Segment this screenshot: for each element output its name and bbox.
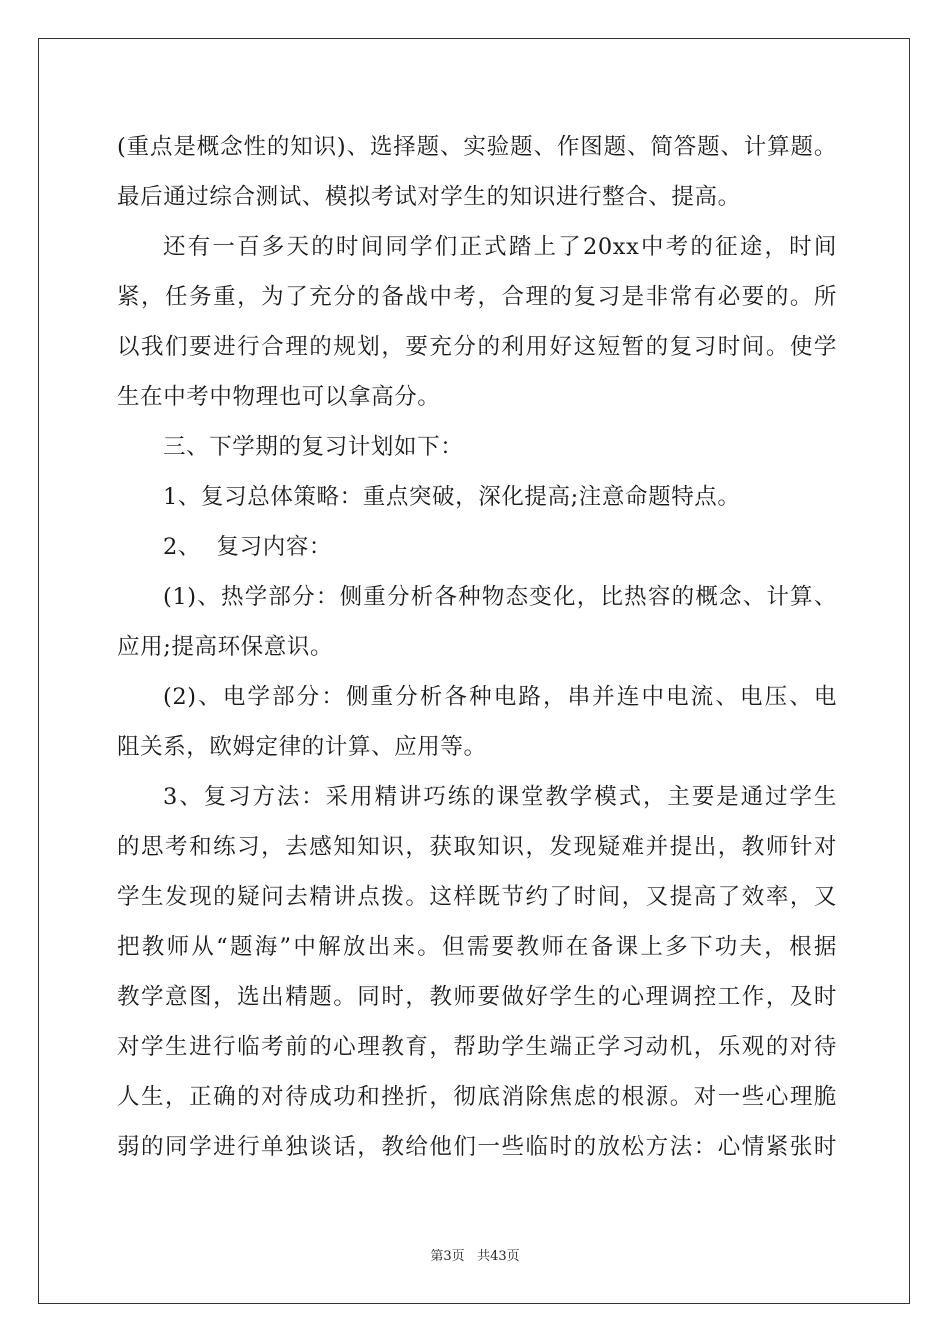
text-line: (重点是概念性的知识)、选择题、实验题、作图题、简答题、计算题。 <box>117 134 837 160</box>
text-line: 把教师从“题海”中解放出来。但需要教师在备课上多下功夫，根据 <box>117 934 837 960</box>
text-line: 阻关系，欧姆定律的计算、应用等。 <box>117 734 487 760</box>
text-line: 以我们要进行合理的规划，要充分的利用好这短暂的复习时间。使学 <box>117 334 837 360</box>
text-line: 人生，正确的对待成功和挫折，彻底消除焦虑的根源。对一些心理脆 <box>117 1084 837 1110</box>
text-line: 2、 复习内容： <box>163 534 333 560</box>
text-line: 学生发现的疑问去精讲点拨。这样既节约了时间，又提高了效率，又 <box>117 884 837 910</box>
text-line: 应用;提高环保意识。 <box>117 634 334 660</box>
text-line: (2)、电学部分：侧重分析各种电路，串并连中电流、电压、电 <box>163 684 837 710</box>
text-line: 生在中考中物理也可以拿高分。 <box>117 384 441 410</box>
text-line: 对学生进行临考前的心理教育，帮助学生端正学习动机，乐观的对待 <box>117 1034 837 1060</box>
text-line: (1)、热学部分：侧重分析各种物态变化，比热容的概念、计算、 <box>163 584 837 610</box>
text-line: 教学意图，选出精题。同时，教师要做好学生的心理调控工作，及时 <box>117 984 837 1010</box>
page-number: 第3页 <box>430 1249 465 1264</box>
section-heading: 三、下学期的复习计划如下： <box>163 434 464 460</box>
text-line: 紧，任务重，为了充分的备战中考，合理的复习是非常有必要的。所 <box>117 284 837 310</box>
page-total: 共43页 <box>477 1249 520 1264</box>
text-line: 还有一百多天的时间同学们正式踏上了20xx中考的征途，时间 <box>163 234 837 260</box>
text-line: 3、复习方法：采用精讲巧练的课堂教学模式，主要是通过学生 <box>163 784 837 810</box>
text-line: 弱的同学进行单独谈话，教给他们一些临时的放松方法：心情紧张时 <box>117 1134 837 1160</box>
text-line: 最后通过综合测试、模拟考试对学生的知识进行整合、提高。 <box>117 184 741 210</box>
text-line: 1、复习总体策略：重点突破，深化提高;注意命题特点。 <box>163 484 741 510</box>
text-line: 的思考和练习，去感知知识，获取知识，发现疑难并提出，教师针对 <box>117 834 837 860</box>
page-footer <box>0 1245 950 1264</box>
document-body <box>117 122 837 1172</box>
